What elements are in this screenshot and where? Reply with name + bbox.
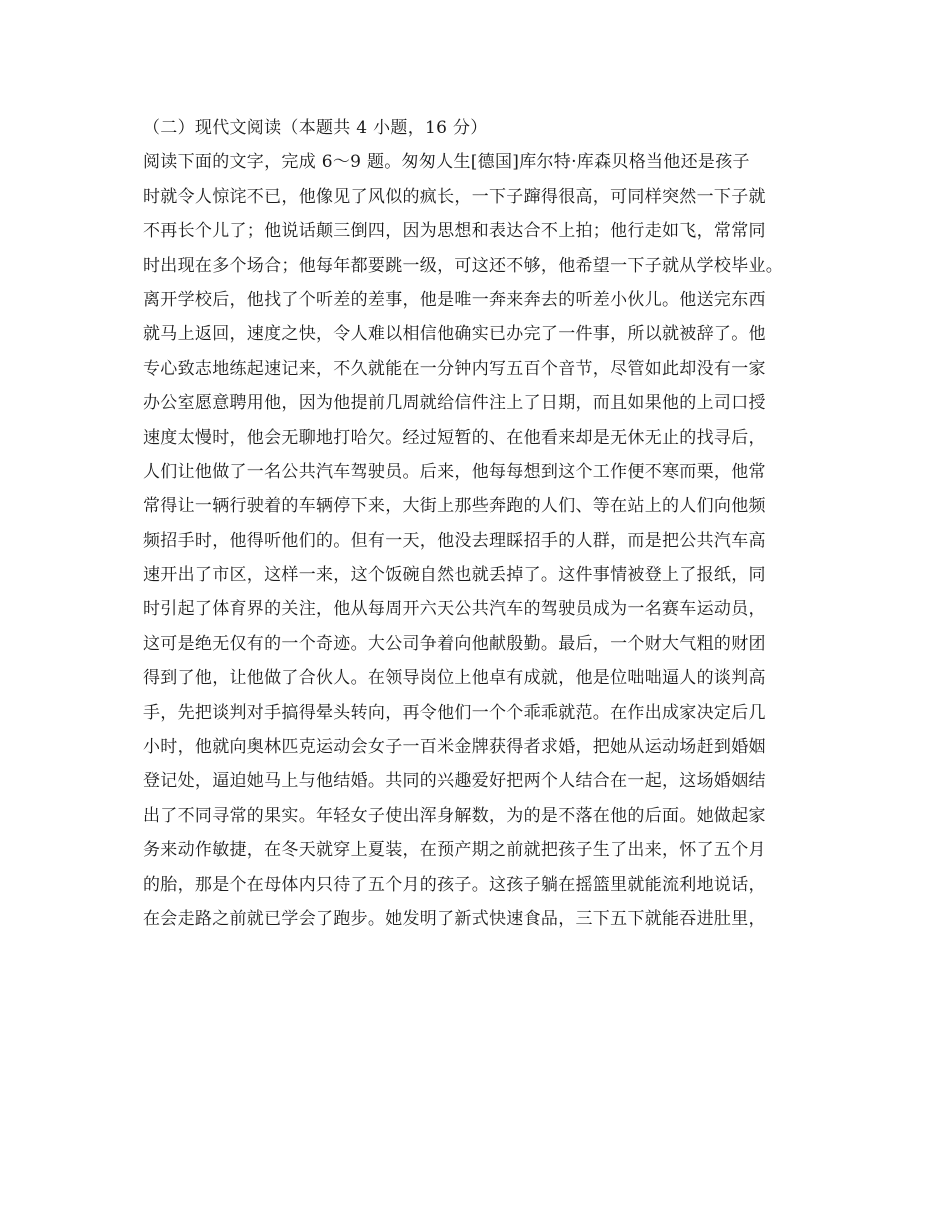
document-body bbox=[143, 111, 833, 936]
text-line: 的胎，那是个在母体内只待了五个月的孩子。这孩子躺在摇篮里就能流利地说话， bbox=[143, 874, 766, 895]
text-line: 时引起了体育界的关注，他从每周开六天公共汽车的驾驶员成为一名赛车运动员， bbox=[143, 599, 766, 620]
text-line: 常得让一辆行驶着的车辆停下来，大街上那些奔跑的人们、等在站上的人们向他频 bbox=[143, 496, 766, 517]
text-line: 手，先把谈判对手搞得晕头转向，再令他们一个个乖乖就范。在作出成家决定后几 bbox=[143, 702, 766, 723]
section-heading: （二）现代文阅读（本题共 4 小题，16 分） bbox=[143, 118, 488, 138]
text-line: 速开出了市区，这样一来，这个饭碗自然也就丢掉了。这件事情被登上了报纸，同 bbox=[143, 565, 766, 586]
text-line: 时就令人惊诧不已，他像见了风似的疯长，一下子蹿得很高，可同样突然一下子就 bbox=[143, 186, 766, 207]
text-line: 办公室愿意聘用他，因为他提前几周就给信件注上了日期，而且如果他的上司口授 bbox=[143, 393, 766, 414]
text-line: 在会走路之前就已学会了跑步。她发明了新式快速食品，三下五下就能吞进肚里， bbox=[143, 908, 766, 929]
text-line: 这可是绝无仅有的一个奇迹。大公司争着向他献殷勤。最后，一个财大气粗的财团 bbox=[143, 633, 766, 654]
text-line: 时出现在多个场合；他每年都要跳一级，可这还不够，他希望一下子就从学校毕业。 bbox=[143, 255, 784, 276]
text-line: 专心致志地练起速记来，不久就能在一分钟内写五百个音节，尽管如此却没有一家 bbox=[143, 358, 766, 379]
text-line: 小时，他就向奥林匹克运动会女子一百米金牌获得者求婚，把她从运动场赶到婚姻 bbox=[143, 737, 766, 758]
text-line: 速度太慢时，他会无聊地打哈欠。经过短暂的、在他看来却是无休无止的找寻后， bbox=[143, 427, 766, 448]
text-line: 离开学校后，他找了个听差的差事，他是唯一奔来奔去的听差小伙儿。他送完东西 bbox=[143, 289, 766, 310]
text-line: 登记处，逼迫她马上与他结婚。共同的兴趣爱好把两个人结合在一起，这场婚姻结 bbox=[143, 771, 766, 792]
text-line: 务来动作敏捷，在冬天就穿上夏装，在预产期之前就把孩子生了出来，怀了五个月 bbox=[143, 840, 766, 861]
text-line: 出了不同寻常的果实。年轻女子使出浑身解数，为的是不落在他的后面。她做起家 bbox=[143, 805, 766, 826]
text-line: 就马上返回，速度之快，令人难以相信他确实已办完了一件事，所以就被辞了。他 bbox=[143, 324, 766, 345]
text-line: 阅读下面的文字，完成 6～9 题。匆匆人生[德国]库尔特·库森贝格当他还是孩子 bbox=[143, 152, 750, 173]
text-line: 频招手时，他得听他们的。但有一天，他没去理睬招手的人群，而是把公共汽车高 bbox=[143, 530, 766, 551]
text-line: 不再长个儿了；他说话颠三倒四，因为思想和表达合不上拍；他行走如飞，常常同 bbox=[143, 221, 766, 242]
text-line: 得到了他，让他做了合伙人。在领导岗位上他卓有成就，他是位咄咄逼人的谈判高 bbox=[143, 668, 766, 689]
text-line: 人们让他做了一名公共汽车驾驶员。后来，他每每想到这个工作便不寒而栗，他常 bbox=[143, 461, 766, 482]
